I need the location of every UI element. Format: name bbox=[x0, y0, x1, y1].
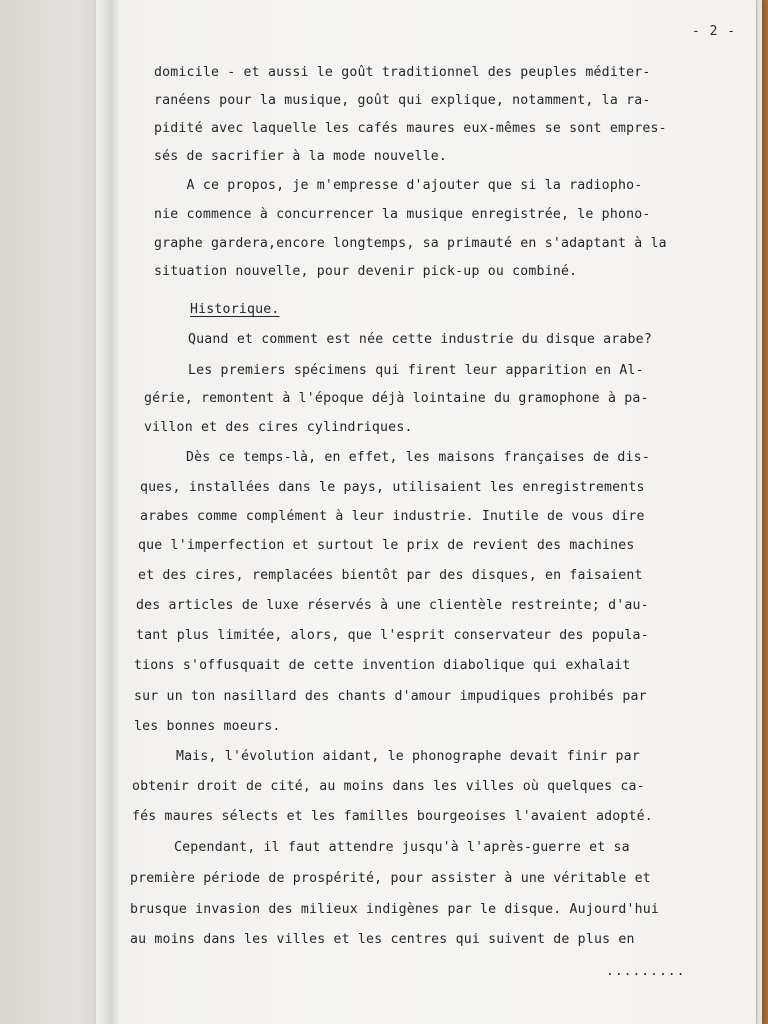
text-line: ques, installées dans le pays, utilisaient les enregistrements bbox=[140, 480, 645, 495]
text-line: gérie, remontent à l'époque déjà lointaine du gramophone à pa- bbox=[144, 391, 649, 406]
text-line: brusque invasion des milieux indigènes par le disque. Aujourd'hui bbox=[130, 902, 660, 917]
text-line: villon et des cires cylindriques. bbox=[144, 420, 413, 435]
gutter-shadow bbox=[98, 0, 120, 1024]
text-line: arabes comme complément à leur industrie. Inutile de vous dire bbox=[140, 509, 645, 524]
text-line: Dès ce temps-là, en effet, les maisons françaises de dis- bbox=[186, 450, 650, 465]
text-line: Les premiers spécimens qui firent leur apparition en Al- bbox=[188, 363, 644, 378]
text-line: obtenir droit de cité, au moins dans les villes où quelques ca- bbox=[132, 779, 645, 794]
text-line: A ce propos, je m'empresse d'ajouter que si la radiopho- bbox=[154, 178, 643, 193]
continuation-dots: ......... bbox=[606, 964, 686, 979]
text-line: domicile - et aussi le goût traditionnel des peuples méditer- bbox=[154, 65, 651, 80]
typed-page bbox=[96, 0, 756, 1024]
text-line: Mais, l'évolution aidant, le phonographe devait finir par bbox=[176, 749, 640, 764]
text-line: nie commence à concurrencer la musique enregistrée, le phono- bbox=[154, 207, 651, 222]
text-line: sés de sacrifier à la mode nouvelle. bbox=[154, 149, 448, 164]
text-line: Cependant, il faut attendre jusqu'à l'après-guerre et sa bbox=[174, 840, 630, 855]
text-line: graphe gardera,encore longtemps, sa primauté en s'adaptant à la bbox=[154, 236, 667, 251]
text-line: Quand et comment est née cette industrie du disque arabe? bbox=[188, 332, 652, 347]
text-line: et des cires, remplacées bientôt par des disques, en faisaient bbox=[138, 568, 643, 583]
text-line: les bonnes moeurs. bbox=[134, 719, 281, 734]
text-line: fés maures sélects et les familles bourgeoises l'avaient adopté. bbox=[132, 809, 653, 824]
text-line: situation nouvelle, pour devenir pick-up ou combiné. bbox=[154, 264, 578, 279]
text-line: pidité avec laquelle les cafés maures eux-mêmes se sont empres- bbox=[154, 121, 667, 136]
text-line: que l'imperfection et surtout le prix de revient des machines bbox=[138, 538, 635, 553]
text-line: tions s'offusquait de cette invention diabolique qui exhalait bbox=[134, 658, 631, 673]
text-line: sur un ton nasillard des chants d'amour impudiques prohibés par bbox=[134, 689, 647, 704]
text-line: des articles de luxe réservés à une clientèle restreinte; d'au- bbox=[136, 598, 649, 613]
text-line: première période de prospérité, pour assister à une véritable et bbox=[130, 871, 651, 886]
text-line: ranéens pour la musique, goût qui explique, notamment, la ra- bbox=[154, 93, 651, 108]
page-number: - 2 - bbox=[692, 24, 737, 39]
text-line: au moins dans les villes et les centres qui suivent de plus en bbox=[130, 932, 635, 947]
section-heading: Historique. bbox=[190, 302, 280, 317]
text-line: tant plus limitée, alors, que l'esprit conservateur des popula- bbox=[136, 628, 649, 643]
